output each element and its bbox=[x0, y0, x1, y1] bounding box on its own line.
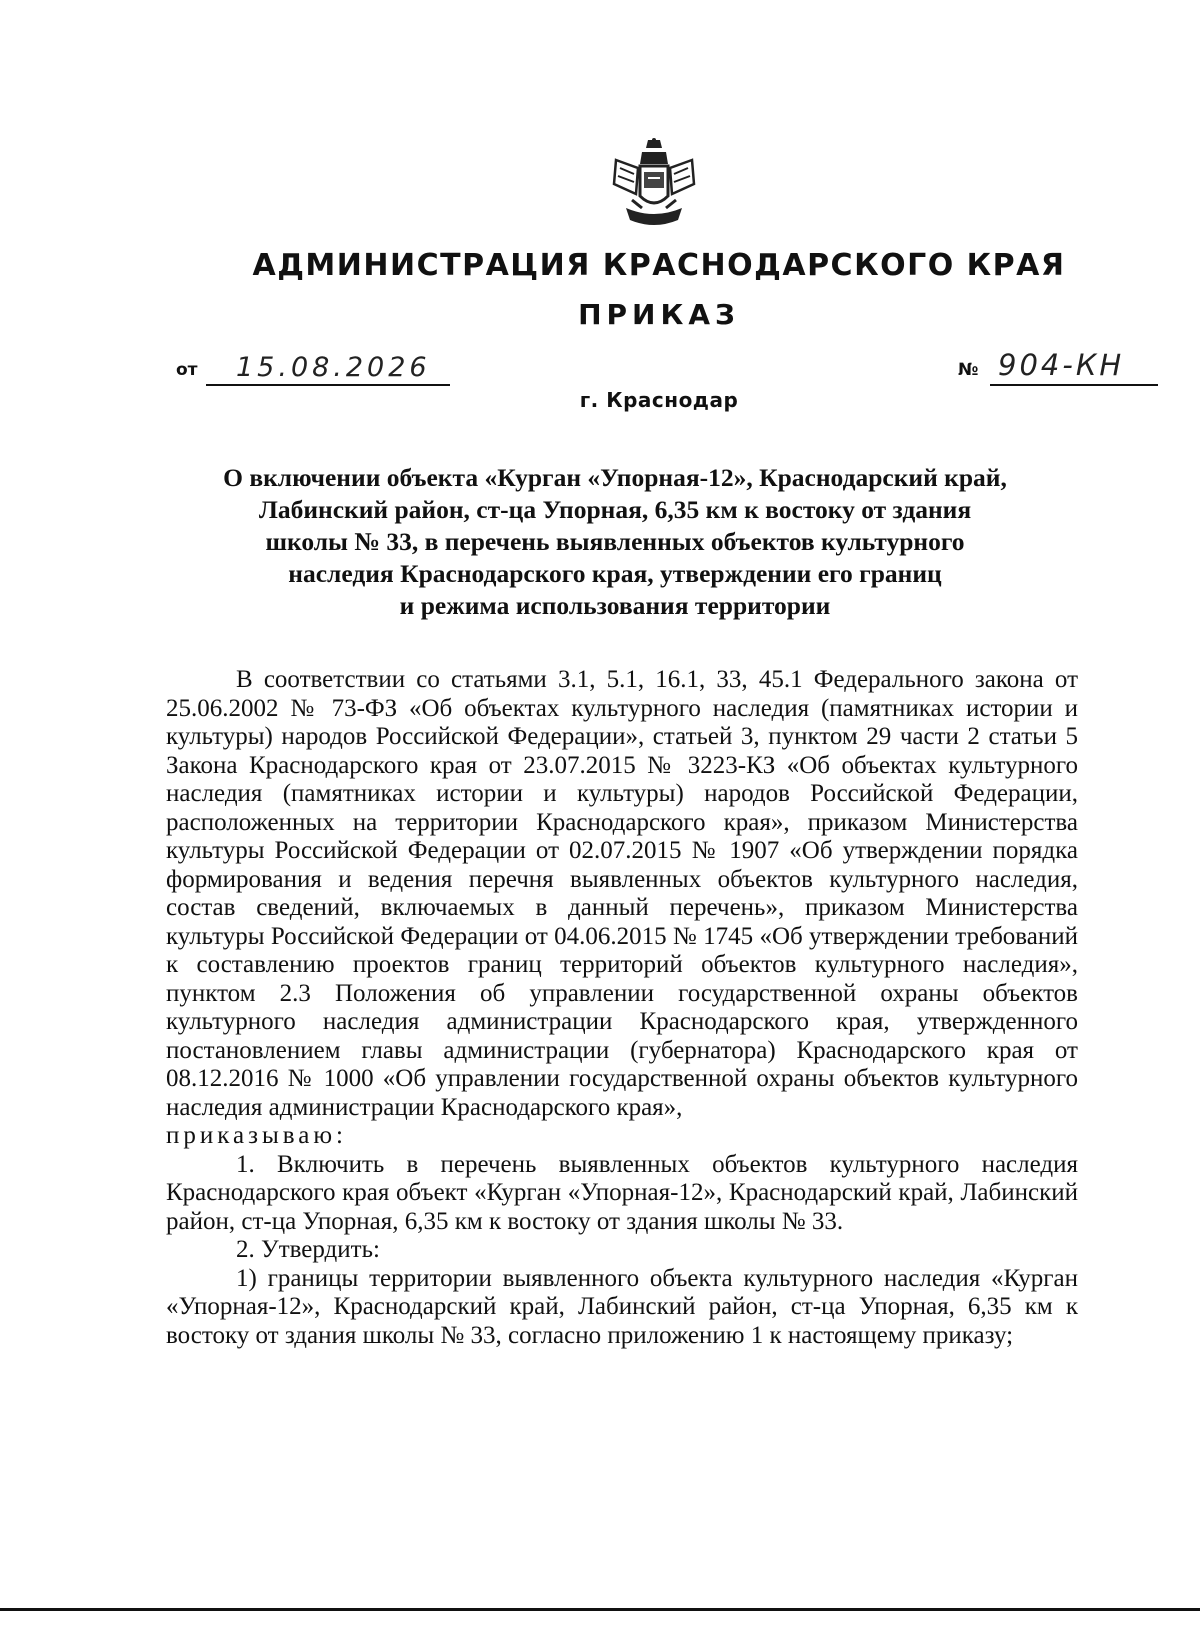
title-line: О включении объекта «Курган «Упорная-12», Краснодарский край, bbox=[223, 463, 1007, 492]
title-line: Лабинский район, ст-ца Упорная, 6,35 км к востоку от здания bbox=[258, 495, 972, 524]
document-title bbox=[150, 462, 1080, 622]
organization-title: АДМИНИСТРАЦИЯ КРАСНОДАРСКОГО КРАЯ bbox=[252, 248, 1066, 283]
handwritten-number: 904-КН bbox=[990, 348, 1158, 386]
city: г. Краснодар bbox=[579, 388, 739, 412]
item-2-paragraph: 2. Утвердить: bbox=[236, 1236, 380, 1263]
handwritten-date: 15.08.2026 bbox=[206, 352, 450, 386]
item-2-1-paragraph: 1) границы территории выявленного объекта культурного наследия «Курган «Упорная-12», Краснодарский край, Лабинский район, ст-ца Упорная, 6,35 км к востоку от здания школы № 33, согласно приложению 1 к настоящему приказу; bbox=[166, 1264, 1078, 1349]
document-type: ПРИКАЗ bbox=[578, 298, 740, 331]
item-1-paragraph: 1. Включить в перечень выявленных объектов культурного наследия Краснодарского края объект «Курган «Упорная-12», Краснодарский край, Лабинский район, ст-ца Упорная, 6,35 км к востоку от здания школы № 33. bbox=[166, 1150, 1078, 1235]
coat-of-arms-emblem bbox=[612, 138, 696, 232]
title-line: школы № 33, в перечень выявленных объектов культурного bbox=[265, 527, 965, 556]
preamble-paragraph: В соответствии со статьями 3.1, 5.1, 16.1, 33, 45.1 Федерального закона от 25.06.2002 № 73-ФЗ «Об объектах культурного наследия (памятниках истории и культуры) народов Российской Федерации», статьей 3, пунктом 29 части 2 статьи 5 Закона Краснодарского края от 23.07.2015 № 3223-КЗ «Об объектах культурного наследия (памятниках истории и культуры) народов Российской Федерации, расположенных на территории Краснодарского края», приказом Министерства культуры Российской Федерации от 02.07.2015 № 1907 «Об утверждении порядка формирования и ведения перечня выявленных объектов культурного наследия, состав сведений, включаемых в данный перечень», приказом Министерства культуры Российской Федерации от 04.06.2015 № 1745 «Об утверждении требований к составлению проектов границ территорий объектов культурного наследия», пунктом 2.3 Положения об управлении государственной охраны объектов культурного наследия администрации Краснодарского края, утвержденного постановлением главы администрации (губернатора) Краснодарского края от 08.12.2016 № 1000 «Об управлении государственной охраны объектов культурного наследия администрации Краснодарского края», bbox=[166, 666, 1078, 1121]
number-prefix: № bbox=[958, 360, 979, 380]
date-prefix: от bbox=[176, 360, 198, 380]
title-line: и режима использования территории bbox=[399, 591, 831, 620]
scan-bottom-edge bbox=[0, 1608, 1200, 1611]
title-line: наследия Краснодарского края, утверждении его границ bbox=[288, 559, 942, 588]
document-body bbox=[166, 666, 1078, 1350]
order-word: приказываю: bbox=[166, 1122, 347, 1149]
